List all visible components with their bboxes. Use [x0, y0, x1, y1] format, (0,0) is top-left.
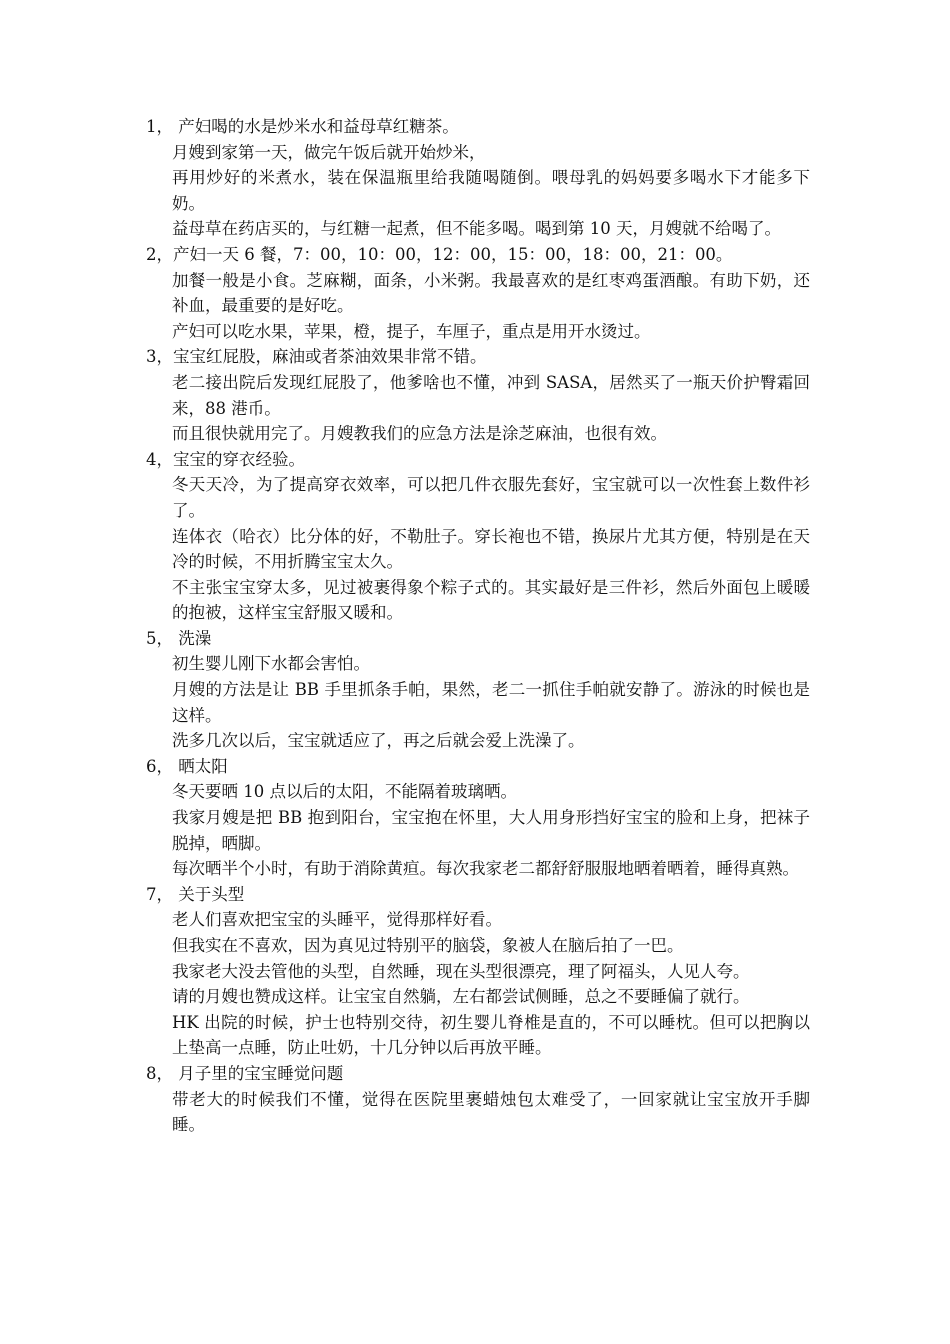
paragraph: 不主张宝宝穿太多，见过被裹得象个粽子式的。其实最好是三件衫，然后外面包上暖暖的抱被，这样宝宝舒服又暖和。 [172, 577, 810, 623]
paragraph: 老人们喜欢把宝宝的头睡平，觉得那样好看。 [172, 910, 502, 930]
paragraph: 老二接出院后发现红屁股了，他爹啥也不懂，冲到 SASA，居然买了一瓶天价护臀霜回来，88 港币。 [172, 372, 810, 418]
paragraph: 连体衣（哈衣）比分体的好，不勒肚子。穿长袍也不错，换尿片尤其方便，特别是在天冷的时候，不用折腾宝宝太久。 [172, 526, 810, 572]
section-4 [146, 447, 810, 626]
paragraph: 我家老大没去管他的头型，自然睡，现在头型很漂亮，理了阿福头，人见人夸。 [172, 961, 750, 981]
paragraph: 洗多几次以后，宝宝就适应了，再之后就会爱上洗澡了。 [172, 731, 585, 751]
paragraph: 益母草在药店买的，与红糖一起煮，但不能多喝。喝到第 10 天，月嫂就不给喝了。 [172, 219, 781, 239]
section-6 [146, 754, 810, 882]
section-heading: 7， 关于头型 [146, 884, 245, 904]
paragraph: 冬天天冷，为了提高穿衣效率，可以把几件衣服先套好，宝宝就可以一次性套上数件衫了。 [172, 475, 810, 520]
section-heading: 6， 晒太阳 [146, 756, 228, 776]
section-heading: 4，宝宝的穿衣经验。 [146, 449, 305, 469]
section-heading: 5， 洗澡 [146, 628, 212, 648]
document-body [146, 114, 810, 1138]
paragraph: 但我实在不喜欢，因为真见过特别平的脑袋，象被人在脑后拍了一巴。 [172, 936, 684, 955]
paragraph: 每次晒半个小时，有助于消除黄疸。每次我家老二都舒舒服服地晒着晒着，睡得真熟。 [172, 859, 799, 879]
section-7 [146, 882, 810, 1061]
paragraph: 再用炒好的米煮水，装在保温瓶里给我随喝随倒。喂母乳的妈妈要多喝水下才能多下奶。 [172, 168, 810, 213]
section-5 [146, 626, 810, 754]
section-2 [146, 242, 810, 344]
section-heading: 3，宝宝红屁股，麻油或者茶油效果非常不错。 [146, 347, 487, 367]
section-1 [146, 114, 810, 242]
paragraph: 请的月嫂也赞成这样。让宝宝自然躺，左右都尝试侧睡，总之不要睡偏了就行。 [172, 987, 750, 1007]
paragraph: 而且很快就用完了。月嫂教我们的应急方法是涂芝麻油，也很有效。 [172, 424, 667, 444]
paragraph: 加餐一般是小食。芝麻糊，面条，小米粥。我最喜欢的是红枣鸡蛋酒酿。有助下奶，还补血，最重要的是好吃。 [172, 270, 810, 316]
section-heading: 1， 产妇喝的水是炒米水和益母草红糖茶。 [146, 117, 459, 136]
paragraph: 冬天要晒 10 点以后的太阳，不能隔着玻璃晒。 [172, 782, 517, 802]
paragraph: 产妇可以吃水果，苹果，橙，提子，车厘子，重点是用开水烫过。 [172, 321, 651, 341]
paragraph: 月嫂的方法是让 BB 手里抓条手帕，果然，老二一抓住手帕就安静了。游泳的时候也是这样。 [172, 680, 810, 725]
section-8 [146, 1061, 810, 1138]
paragraph: HK 出院的时候，护士也特别交待，初生婴儿脊椎是直的，不可以睡枕。但可以把胸以上垫高一点睡，防止吐奶，十几分钟以后再放平睡。 [172, 1012, 810, 1058]
paragraph: 月嫂到家第一天，做完午饭后就开始炒米， [172, 142, 486, 162]
paragraph: 带老大的时候我们不懂，觉得在医院里裹蜡烛包太难受了，一回家就让宝宝放开手脚睡。 [172, 1089, 810, 1135]
section-heading: 8， 月子里的宝宝睡觉问题 [146, 1063, 344, 1083]
section-heading: 2，产妇一天 6 餐，7：00，10：00，12：00，15：00，18：00，21：00。 [146, 244, 733, 264]
paragraph: 我家月嫂是把 BB 抱到阳台，宝宝抱在怀里，大人用身形挡好宝宝的脸和上身，把袜子脱掉，晒脚。 [172, 808, 810, 853]
section-3 [146, 344, 810, 446]
paragraph: 初生婴儿刚下水都会害怕。 [172, 654, 370, 674]
